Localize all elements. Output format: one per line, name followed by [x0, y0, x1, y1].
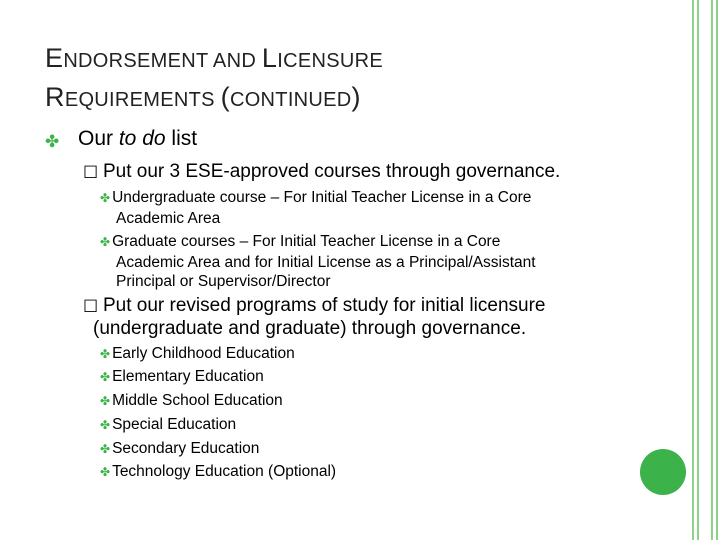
- diamond-bullet-icon: ✤: [100, 370, 111, 384]
- title-text: L: [261, 43, 278, 73]
- level1-text-italic: to do: [118, 127, 166, 150]
- title-text: (: [220, 82, 230, 112]
- border-line: [716, 0, 718, 540]
- level1-text-b: list: [165, 127, 198, 150]
- sub-item-text: Principal or Supervisor/Director: [116, 273, 331, 290]
- title-text: E: [45, 43, 64, 73]
- sub-item: [100, 391, 283, 412]
- sub-item: [100, 367, 264, 388]
- diamond-bullet-icon: ✤: [100, 418, 111, 432]
- title-line-1: [45, 40, 645, 79]
- diamond-bullet-icon: ✤: [100, 442, 111, 456]
- sub-item-text: Academic Area and for Initial License as a Principal/Assistant: [116, 253, 536, 271]
- slide-title: [45, 40, 645, 118]
- sub-item: [100, 232, 536, 292]
- title-text: ): [351, 82, 361, 112]
- level1-text: [78, 127, 197, 151]
- title-text: ICENSURE: [277, 50, 383, 72]
- sub-item: [100, 188, 531, 228]
- sub-item: [100, 344, 295, 365]
- list-item: [83, 160, 561, 183]
- list-item-text: Put our 3 ESE-approved courses through governance.: [103, 161, 561, 182]
- green-circle-decoration: [640, 449, 686, 495]
- sub-item-text: Secondary Education: [112, 440, 260, 457]
- box-bullet-icon: ☐: [83, 297, 99, 316]
- list-item-text: (undergraduate and graduate) through governance.: [93, 318, 527, 339]
- sub-item-text: Undergraduate course – For Initial Teacher License in a Core: [112, 189, 532, 206]
- sub-item-text: Special Education: [112, 416, 237, 433]
- list-item: [83, 294, 546, 340]
- sub-item: [100, 462, 336, 483]
- sub-item: [100, 415, 236, 436]
- sub-item-text: Technology Education (Optional): [112, 463, 337, 480]
- sub-item-text: Early Childhood Education: [112, 345, 295, 362]
- title-text: R: [45, 82, 65, 112]
- sub-item-text: Middle School Education: [112, 392, 283, 409]
- diamond-bullet-icon: ✤: [100, 465, 111, 479]
- diamond-bullet-icon: ✤: [100, 235, 111, 249]
- border-line: [711, 0, 713, 540]
- sub-item-text: Graduate courses – For Initial Teacher License in a Core: [112, 233, 501, 250]
- title-text: EQUIREMENTS: [64, 89, 221, 111]
- level1-text-a: Our: [78, 127, 119, 150]
- diamond-bullet-icon: ✤: [100, 347, 111, 361]
- title-text: CONTINUED: [229, 89, 352, 111]
- title-line-2: [45, 79, 645, 118]
- box-bullet-icon: ☐: [83, 163, 99, 182]
- diamond-bullet-icon: ✤: [100, 191, 111, 205]
- title-text: NDORSEMENT AND: [63, 50, 262, 72]
- list-item-text: Put our revised programs of study for initial licensure: [103, 295, 546, 316]
- sub-item-text: Elementary Education: [112, 368, 264, 385]
- sub-item: [100, 439, 259, 460]
- border-line: [692, 0, 694, 540]
- border-line: [697, 0, 699, 540]
- sub-item-text: Academic Area: [116, 209, 221, 227]
- diamond-bullet-icon: ✤: [100, 394, 111, 408]
- diamond-bullet-icon: ✤: [45, 132, 60, 151]
